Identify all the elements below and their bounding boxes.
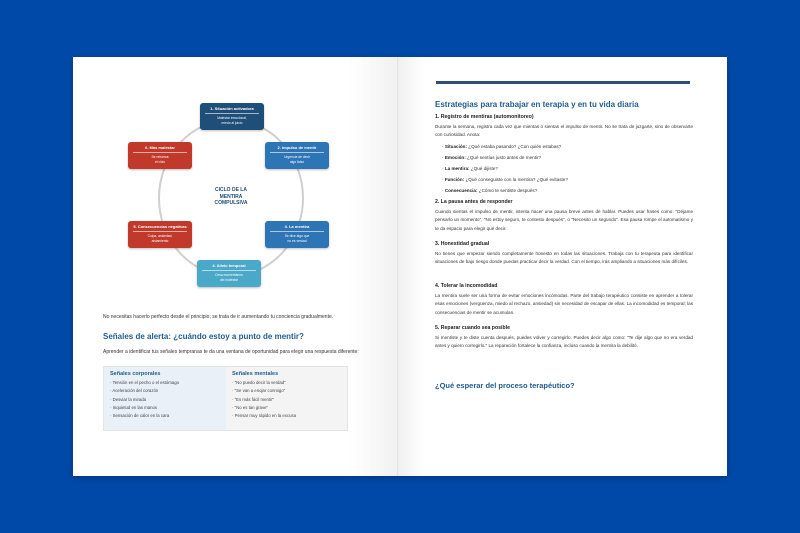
paragraph-s4: La mentira suele ser una forma de evitar emociones incómodas. Parte del trabajo terapéutico consiste en aprender a tolerar esas emociones (vergüenza, miedo al rechazo, ansiedad) sin necesidad de escapar de ellas. La incomodidad es temporal; las consecuencias de mentir se acumulan. bbox=[435, 293, 693, 315]
paragraph-s3: No tienes que empezar siendo completamente honesto en todas las situaciones. Trabaja con tu terapeuta para identificar situaciones de bajo riesgo donde puedas practicar decir la verdad. Con el tiempo, irás ampliando a situaciones más difíciles. bbox=[435, 251, 693, 265]
heading-s3: 3. Honestidad gradual bbox=[435, 241, 490, 247]
heading-s1: 1. Registro de mentiras (automonitoreo) bbox=[435, 114, 534, 120]
list-item: · Sensación de calor en la cara bbox=[110, 413, 170, 419]
list-item: · Tensión en el pecho o el estómago bbox=[110, 380, 179, 385]
list-item: · "No es tan grave" bbox=[232, 404, 269, 410]
cycle-center-label: CICLO DE LA MENTIRA COMPULSIVA bbox=[214, 187, 248, 206]
list-item: · Desviar la mirada bbox=[110, 396, 147, 402]
body-signals-column: Señales corporales · Tensión en el pecho o el estómago · Aceleración del corazón · Desviar la mirada · Inquietud en las manos · Sensación de calor en la cara bbox=[110, 371, 179, 420]
list-item: · Inquietud en las manos bbox=[110, 404, 158, 410]
list-item: · Emoción: ¿Qué sentías justo antes de mentir? bbox=[442, 155, 542, 160]
paragraph-s2: Cuando sientas el impulso de mentir, intenta hacer una pausa breve antes de hablar. Puedes usar frases como: "Déjame pensarlo un momento", "No estoy seguro, te contesto después", o "Necesito un segundo". Esa pausa rompe el automatismo y te da espacio para elegir qué decir. bbox=[435, 209, 693, 231]
cycle-step-2: 2. Impulso de mentir Urgencia de decir algo falso bbox=[265, 142, 329, 169]
s1-bullets bbox=[442, 141, 568, 196]
next-section-title: ¿Qué esperar del proceso terapéutico? bbox=[435, 381, 575, 390]
list-item: · Pensar muy rápido en la excusa bbox=[232, 413, 297, 419]
strategies-title: Estrategias para trabajar en terapia y en tu vida diaria bbox=[435, 100, 639, 109]
heading-s2: 2. La pausa antes de responder bbox=[435, 199, 513, 205]
open-book bbox=[73, 57, 727, 476]
lie-cycle-diagram bbox=[113, 95, 353, 295]
cycle-step-4: 4. Alivio temporal Cesa momentáneo del malestar bbox=[197, 260, 261, 287]
list-item: · "Es más fácil mentir" bbox=[232, 396, 274, 402]
mental-signals-column: Señales mentales · "No puedo decir la verdad" · "Se van a enojar conmigo" · "Es más fácil mentir" · "No es tan grave" · Pensar muy rápido en la excusa bbox=[232, 371, 296, 420]
cycle-step-1: 1. Situación activadora Malestar emocional, miedo al juicio bbox=[200, 103, 264, 130]
paragraph-s5: Si mentiste y te diste cuenta después, puedes volver y corregirlo. Puedes decir algo como: "Te dije algo que no era verdad antes y quiero corregirlo." La reparación fortalece la confianza, incluso cuando la mentira la debilitó. bbox=[435, 335, 693, 349]
cycle-step-6: 6. Más malestar Se refuerza el ciclo bbox=[128, 142, 192, 169]
list-item: · "No puedo decir la verdad" bbox=[232, 380, 286, 385]
warning-intro: Aprender a identificar tus señales tempranas te da una ventana de oportunidad para elegir una respuesta diferente: bbox=[103, 349, 359, 355]
signals-table bbox=[103, 366, 348, 431]
section-title-warning-signs: Señales de alerta: ¿cuándo estoy a punto de mentir? bbox=[103, 332, 304, 341]
heading-s4: 4. Tolerar la incomodidad bbox=[435, 283, 498, 289]
list-item: · Consecuencia: ¿Cómo te sentiste después? bbox=[442, 188, 538, 193]
cycle-step-5: 5. Consecuencias negativas Culpa, ansiedad, aislamiento bbox=[128, 221, 192, 248]
heading-s5: 5. Reparar cuando sea posible bbox=[435, 325, 510, 331]
list-item: · Función: ¿Qué conseguiste con la mentira? ¿Qué evitaste? bbox=[442, 177, 568, 182]
paragraph-s1: Durante la semana, registra cada vez que mientas o sientas el impulso de mentir. No se trata de juzgarte, sino de observarte con curiosidad. Anota: bbox=[435, 124, 693, 138]
list-item: · La mentira: ¿Qué dijiste? bbox=[442, 166, 498, 171]
list-item: · Aceleración del corazón bbox=[110, 388, 159, 394]
list-item: · "Se van a enojar conmigo" bbox=[232, 388, 286, 394]
list-item: · Situación: ¿Qué estaba pasando? ¿Con quién estabas? bbox=[442, 144, 562, 149]
right-page bbox=[398, 57, 727, 476]
note-paragraph: No necesitas hacerlo perfecto desde el principio; se trata de ir aumentando tu conciencia gradualmente. bbox=[103, 314, 334, 320]
left-page bbox=[73, 57, 398, 476]
top-rule bbox=[436, 81, 690, 84]
cycle-step-3: 3. La mentira Se dice algo que no es verdad bbox=[265, 221, 329, 248]
